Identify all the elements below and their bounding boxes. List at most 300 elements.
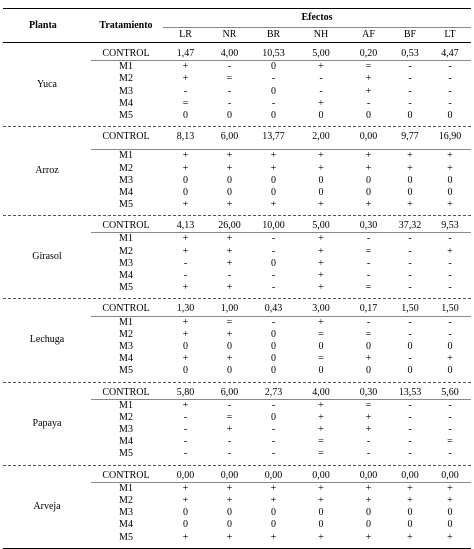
- plant-name: Arroz: [35, 165, 59, 177]
- value-cell-nr: +: [226, 162, 233, 174]
- value-cell-lr: 1,30: [176, 303, 195, 315]
- value-cell-nh: +: [318, 245, 324, 257]
- value-cell-nr: 0,00: [220, 469, 239, 481]
- table-row: [3, 317, 471, 329]
- value-cell-lr: +: [182, 328, 189, 340]
- treatment-cell: M1: [119, 150, 133, 162]
- plant-block: [3, 127, 471, 215]
- value-cell-nr: +: [226, 495, 233, 506]
- value-cell-nr: =: [226, 411, 233, 423]
- value-cell-lt: 9,53: [441, 220, 459, 232]
- value-cell-af: +: [365, 531, 372, 543]
- value-cell-lr: +: [182, 482, 189, 494]
- value-cell-bf: +: [407, 531, 413, 543]
- table-row: [3, 131, 471, 143]
- value-cell-nh: +: [318, 233, 324, 245]
- value-cell-bf: -: [408, 399, 412, 411]
- value-cell-nr: -: [227, 448, 232, 460]
- treatment-cell: M4: [119, 186, 133, 198]
- treatment-cell: M5: [119, 448, 133, 460]
- value-cell-lt: -: [448, 257, 452, 269]
- value-cell-lr: 0: [183, 519, 188, 531]
- value-cell-lr: -: [183, 411, 188, 423]
- value-cell-br: 0: [271, 411, 276, 423]
- value-cell-af: +: [365, 150, 372, 162]
- value-cell-lr: -: [183, 424, 188, 436]
- value-cell-lr: +: [182, 282, 189, 294]
- value-cell-nh: +: [318, 270, 324, 281]
- treatment-cell: M3: [119, 424, 133, 436]
- col-bf: BF: [403, 29, 417, 40]
- value-cell-br: 0: [271, 507, 276, 519]
- value-cell-bf: -: [408, 85, 412, 97]
- value-cell-af: =: [365, 245, 372, 257]
- value-cell-br: 0,00: [264, 469, 283, 481]
- plant-name: Yuca: [37, 79, 57, 90]
- value-cell-af: 0: [366, 174, 371, 186]
- table-row: [3, 98, 471, 110]
- value-cell-nr: -: [227, 399, 232, 411]
- value-cell-lr: 0: [183, 365, 188, 377]
- value-cell-br: 0: [271, 257, 276, 269]
- value-cell-lt: -: [448, 73, 452, 85]
- col-lr: LR: [179, 29, 192, 40]
- header-tratamiento: Tratamiento: [99, 20, 153, 31]
- value-cell-nh: +: [318, 495, 324, 506]
- value-cell-lt: 16,90: [438, 131, 462, 143]
- value-cell-lr: 0: [183, 507, 188, 519]
- value-cell-lt: -: [448, 399, 452, 411]
- value-cell-nh: +: [318, 97, 324, 109]
- value-cell-lt: -: [448, 97, 452, 109]
- plant-block: [3, 466, 471, 548]
- value-cell-br: +: [270, 199, 277, 211]
- value-cell-af: 0,30: [359, 220, 378, 232]
- value-cell-lt: -: [448, 270, 452, 281]
- value-cell-nh: =: [318, 328, 324, 340]
- table-row: [3, 86, 471, 98]
- value-cell-br: 0: [271, 61, 276, 73]
- value-cell-lr: 4,13: [176, 220, 195, 232]
- treatment-cell: M1: [119, 316, 133, 328]
- value-cell-af: +: [365, 199, 372, 211]
- value-cell-nr: 0: [227, 186, 232, 198]
- value-cell-lr: 0,00: [176, 469, 195, 481]
- treatment-cell: M3: [119, 174, 133, 186]
- treatment-cell: M3: [119, 340, 133, 352]
- value-cell-bf: -: [408, 282, 412, 294]
- treatment-cell: CONTROL: [102, 48, 150, 59]
- table-row: [3, 48, 471, 60]
- value-cell-bf: -: [408, 411, 412, 423]
- value-cell-lr: +: [182, 495, 189, 506]
- value-cell-nr: +: [226, 424, 233, 436]
- treatment-cell: CONTROL: [102, 469, 150, 481]
- value-cell-lt: 0: [447, 519, 453, 531]
- value-cell-af: -: [366, 257, 371, 269]
- table-row: [3, 436, 471, 448]
- col-lt: LT: [444, 29, 456, 40]
- value-cell-nr: =: [226, 316, 233, 328]
- plant-name: Arveja: [33, 500, 61, 512]
- value-cell-bf: +: [407, 199, 413, 211]
- value-cell-nr: 0: [227, 174, 232, 186]
- value-cell-lr: -: [183, 257, 188, 269]
- value-cell-nr: +: [226, 282, 233, 294]
- value-cell-af: +: [365, 411, 372, 423]
- value-cell-br: -: [271, 448, 276, 460]
- value-cell-nr: 0: [227, 340, 232, 352]
- table-row: [3, 495, 471, 507]
- value-cell-bf: 1,50: [401, 303, 419, 315]
- value-cell-af: 0,00: [359, 131, 378, 143]
- value-cell-lt: 0: [447, 340, 453, 352]
- value-cell-nr: -: [227, 436, 232, 448]
- value-cell-lt: -: [448, 61, 452, 73]
- value-cell-br: +: [270, 531, 277, 543]
- table-row: [3, 341, 471, 353]
- value-cell-lt: -: [448, 282, 452, 294]
- table-row: [3, 233, 471, 245]
- treatment-cell: M4: [119, 519, 133, 531]
- table-row: [3, 329, 471, 341]
- treatment-cell: M1: [119, 233, 133, 245]
- value-cell-af: +: [365, 495, 372, 506]
- value-cell-bf: 0: [407, 109, 413, 121]
- value-cell-nh: -: [319, 85, 323, 97]
- value-cell-lr: +: [182, 199, 189, 211]
- table-row: [3, 412, 471, 424]
- value-cell-af: +: [365, 73, 372, 85]
- treatment-cell: M5: [119, 365, 133, 377]
- value-cell-nr: -: [227, 61, 232, 73]
- value-cell-nh: 0: [318, 174, 324, 186]
- value-cell-nr: 6,00: [220, 386, 239, 398]
- value-cell-lr: -: [183, 85, 188, 97]
- value-cell-af: -: [366, 97, 371, 109]
- value-cell-bf: 13,53: [398, 386, 422, 398]
- value-cell-bf: 0: [407, 340, 413, 352]
- value-cell-nh: +: [318, 150, 324, 162]
- value-cell-nh: +: [318, 399, 324, 411]
- value-cell-lt: =: [447, 436, 453, 448]
- value-cell-af: +: [365, 482, 372, 494]
- value-cell-lt: 0: [447, 109, 453, 121]
- value-cell-lt: +: [447, 531, 453, 543]
- value-cell-br: 13,77: [262, 131, 285, 143]
- treatment-cell: M5: [119, 199, 133, 211]
- value-cell-lt: 4,47: [441, 48, 459, 59]
- value-cell-nh: 0: [318, 109, 324, 121]
- effects-table: [3, 8, 471, 549]
- value-cell-br: 0: [271, 186, 276, 198]
- value-cell-bf: -: [408, 328, 412, 340]
- value-cell-br: -: [271, 316, 276, 328]
- value-cell-nr: 0: [227, 507, 232, 519]
- table-row: [3, 73, 471, 85]
- value-cell-nh: 0: [318, 186, 324, 198]
- value-cell-nh: =: [318, 436, 324, 448]
- value-cell-br: -: [271, 436, 276, 448]
- plant-block: [3, 216, 471, 298]
- value-cell-bf: -: [408, 316, 412, 328]
- value-cell-nh: 5,00: [312, 48, 330, 59]
- plant-name: Girasol: [32, 251, 62, 263]
- col-af: AF: [362, 29, 375, 40]
- value-cell-bf: -: [408, 436, 412, 448]
- value-cell-br: -: [271, 97, 276, 109]
- plant-name: Lechuga: [29, 334, 65, 346]
- value-cell-bf: -: [408, 270, 412, 281]
- value-cell-nh: -: [319, 73, 323, 85]
- value-cell-nh: 3,00: [312, 303, 330, 315]
- plant-block: [3, 383, 471, 465]
- value-cell-nh: +: [318, 316, 324, 328]
- value-cell-br: 0: [271, 174, 276, 186]
- value-cell-af: 0: [366, 365, 371, 377]
- treatment-cell: M3: [119, 507, 133, 519]
- treatment-cell: M4: [119, 353, 133, 365]
- treatment-cell: M5: [119, 282, 133, 294]
- treatment-cell: M4: [119, 97, 133, 109]
- value-cell-nh: +: [318, 282, 324, 294]
- header-rule: [3, 42, 471, 43]
- table-row: [3, 258, 471, 270]
- value-cell-af: -: [366, 316, 371, 328]
- value-cell-nh: 0: [318, 507, 324, 519]
- value-cell-br: -: [271, 282, 276, 294]
- value-cell-bf: 0: [407, 507, 413, 519]
- value-cell-af: -: [366, 448, 371, 460]
- value-cell-nr: +: [226, 531, 233, 543]
- value-cell-nh: 0: [318, 519, 324, 531]
- treatment-cell: CONTROL: [102, 131, 150, 143]
- value-cell-bf: 0: [407, 186, 413, 198]
- value-cell-af: +: [365, 424, 372, 436]
- value-cell-lr: 0: [183, 109, 188, 121]
- value-cell-af: 0: [366, 507, 371, 519]
- value-cell-af: =: [365, 399, 372, 411]
- value-cell-nh: +: [318, 61, 324, 73]
- value-cell-lt: +: [447, 495, 453, 506]
- value-cell-af: -: [366, 270, 371, 281]
- table-row: [3, 365, 471, 377]
- value-cell-bf: 37,32: [398, 220, 422, 232]
- value-cell-bf: +: [407, 150, 413, 162]
- value-cell-br: -: [271, 424, 276, 436]
- table-row: [3, 424, 471, 436]
- table-row: [3, 303, 471, 315]
- table-row: [3, 483, 471, 495]
- value-cell-lr: +: [182, 150, 189, 162]
- treatment-cell: CONTROL: [102, 303, 150, 315]
- value-cell-br: +: [270, 150, 277, 162]
- value-cell-af: -: [366, 436, 371, 448]
- value-cell-lr: +: [182, 245, 189, 257]
- value-cell-bf: -: [408, 233, 412, 245]
- value-cell-lt: 0: [447, 507, 453, 519]
- table-row: [3, 448, 471, 460]
- header-efectos: Efectos: [301, 12, 333, 23]
- treatment-cell: M4: [119, 270, 133, 281]
- value-cell-lr: -: [183, 436, 188, 448]
- value-cell-br: -: [271, 233, 276, 245]
- value-cell-nr: 26,00: [218, 220, 241, 232]
- value-cell-br: +: [270, 162, 277, 174]
- value-cell-nr: -: [227, 85, 232, 97]
- table-row: [3, 282, 471, 294]
- value-cell-af: 0: [366, 519, 371, 531]
- value-cell-lr: =: [182, 97, 189, 109]
- table-header: [3, 8, 471, 44]
- table-row: [3, 507, 471, 519]
- value-cell-lt: 0,00: [441, 469, 459, 481]
- value-cell-lt: +: [447, 245, 453, 257]
- value-cell-nr: +: [226, 353, 233, 365]
- value-cell-lr: +: [182, 73, 189, 85]
- treatment-cell: CONTROL: [102, 386, 150, 398]
- treatment-cell: M1: [119, 61, 133, 73]
- treatment-cell: CONTROL: [102, 220, 150, 232]
- treatment-cell: M2: [119, 411, 133, 423]
- value-cell-lt: 1,50: [441, 303, 459, 315]
- value-cell-bf: 9,77: [401, 131, 419, 143]
- value-cell-nr: +: [226, 199, 233, 211]
- value-cell-lt: -: [448, 316, 452, 328]
- value-cell-bf: -: [408, 73, 412, 85]
- value-cell-br: 10,53: [262, 48, 285, 59]
- value-cell-bf: -: [408, 257, 412, 269]
- value-cell-br: 0: [271, 109, 276, 121]
- table-row: [3, 175, 471, 187]
- table-body: [3, 44, 471, 549]
- value-cell-nh: +: [318, 482, 324, 494]
- value-cell-nh: +: [318, 411, 324, 423]
- table-row: [3, 387, 471, 399]
- value-cell-nh: +: [318, 162, 324, 174]
- value-cell-nr: +: [226, 245, 233, 257]
- value-cell-bf: -: [408, 424, 412, 436]
- table-row: [3, 150, 471, 162]
- treatment-cell: M3: [119, 85, 133, 97]
- value-cell-lt: +: [447, 482, 453, 494]
- value-cell-bf: 0: [407, 365, 413, 377]
- treatment-cell: M5: [119, 109, 133, 121]
- header-planta: Planta: [29, 20, 57, 31]
- treatment-cell: M5: [119, 531, 133, 543]
- value-cell-bf: +: [407, 495, 413, 506]
- value-cell-nh: +: [318, 199, 324, 211]
- value-cell-bf: +: [407, 162, 413, 174]
- value-cell-af: +: [365, 162, 372, 174]
- col-nr: NR: [222, 29, 237, 40]
- value-cell-lt: -: [448, 233, 452, 245]
- value-cell-lt: +: [447, 162, 453, 174]
- value-cell-lt: -: [448, 328, 452, 340]
- value-cell-af: 0,30: [359, 386, 378, 398]
- table-row: [3, 353, 471, 365]
- value-cell-af: 0,00: [359, 469, 378, 481]
- value-cell-lr: +: [182, 316, 189, 328]
- value-cell-bf: 0,00: [401, 469, 419, 481]
- value-cell-lr: +: [182, 61, 189, 73]
- value-cell-lt: 0: [447, 186, 453, 198]
- treatment-cell: M1: [119, 399, 133, 411]
- value-cell-br: 2,73: [264, 386, 283, 398]
- value-cell-lr: -: [183, 448, 188, 460]
- value-cell-lt: 0: [447, 174, 453, 186]
- plant-block: [3, 44, 471, 126]
- value-cell-br: 0: [271, 328, 276, 340]
- value-cell-af: 0: [366, 340, 371, 352]
- table-row: [3, 199, 471, 211]
- value-cell-nh: =: [318, 353, 324, 365]
- value-cell-nr: +: [226, 328, 233, 340]
- value-cell-af: +: [365, 353, 372, 365]
- value-cell-nr: +: [226, 257, 233, 269]
- value-cell-br: 0: [271, 519, 276, 531]
- value-cell-lr: +: [182, 162, 189, 174]
- table-row: [3, 470, 471, 482]
- value-cell-af: 0: [366, 186, 371, 198]
- table-row: [3, 519, 471, 531]
- value-cell-nh: +: [318, 531, 324, 543]
- table-row: [3, 110, 471, 122]
- value-cell-lr: 1,47: [176, 48, 195, 59]
- value-cell-lt: -: [448, 85, 452, 97]
- value-cell-nr: 0: [227, 109, 232, 121]
- table-row: [3, 246, 471, 258]
- value-cell-lr: 0: [183, 340, 188, 352]
- value-cell-nh: =: [318, 448, 324, 460]
- value-cell-nh: 0: [318, 365, 324, 377]
- treatment-cell: M2: [119, 495, 133, 506]
- value-cell-br: +: [270, 495, 277, 506]
- table-row: [3, 270, 471, 282]
- value-cell-af: =: [365, 282, 372, 294]
- value-cell-nh: 4,00: [312, 386, 330, 398]
- value-cell-br: 0: [271, 365, 276, 377]
- value-cell-af: =: [365, 328, 372, 340]
- value-cell-br: 10,00: [262, 220, 285, 232]
- treatment-cell: M2: [119, 245, 133, 257]
- value-cell-lt: -: [448, 448, 452, 460]
- value-cell-br: 0: [271, 353, 276, 365]
- value-cell-nr: 6,00: [220, 131, 239, 143]
- value-cell-bf: -: [408, 61, 412, 73]
- value-cell-br: +: [270, 482, 277, 494]
- value-cell-nr: =: [226, 73, 233, 85]
- value-cell-lt: 0: [447, 365, 453, 377]
- value-cell-nh: 0: [318, 340, 324, 352]
- value-cell-br: 0: [271, 85, 276, 97]
- value-cell-nh: 2,00: [312, 131, 330, 143]
- value-cell-nr: 1,00: [220, 303, 239, 315]
- value-cell-nr: 0: [227, 519, 232, 531]
- value-cell-nr: +: [226, 482, 233, 494]
- value-cell-lr: 5,80: [176, 386, 195, 398]
- value-cell-af: 0,20: [359, 48, 378, 59]
- value-cell-nr: -: [227, 97, 232, 109]
- table-row: [3, 400, 471, 412]
- value-cell-br: -: [271, 399, 276, 411]
- value-cell-bf: 0: [407, 519, 413, 531]
- value-cell-br: 0,43: [264, 303, 283, 315]
- plant-name: Papaya: [32, 417, 62, 429]
- value-cell-nh: +: [318, 424, 324, 436]
- treatment-cell: M3: [119, 257, 133, 269]
- treatment-cell: M2: [119, 73, 133, 85]
